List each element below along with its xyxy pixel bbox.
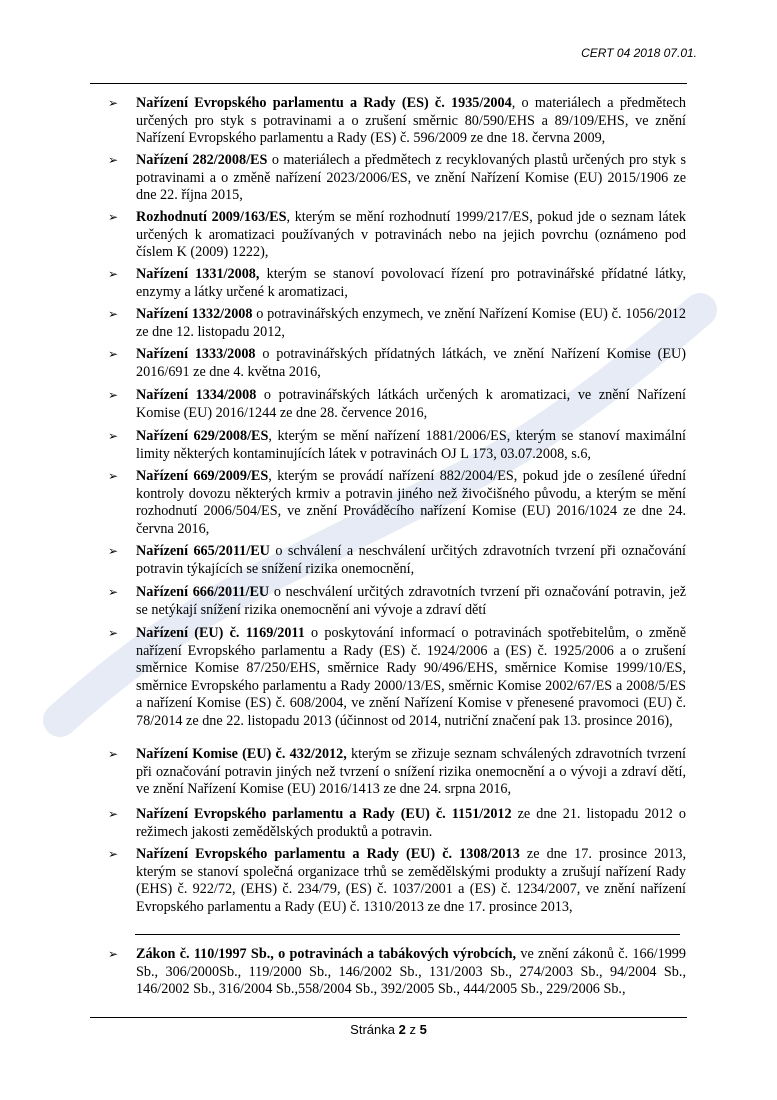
arrow-bullet-icon: ➢ [108,153,119,167]
arrow-bullet-icon: ➢ [108,626,119,640]
arrow-bullet-icon: ➢ [108,267,119,281]
header-rule [90,83,687,84]
arrow-bullet-icon: ➢ [108,388,119,402]
arrow-bullet-icon: ➢ [108,96,119,110]
arrow-bullet-icon: ➢ [108,947,119,961]
arrow-bullet-icon: ➢ [108,585,119,599]
document-code: CERT 04 2018 07.01. [581,46,697,60]
arrow-bullet-icon: ➢ [108,429,119,443]
document-page: CERT 04 2018 07.01. ➢ Nařízení Evropského parlamentu a Rady (ES) č. 1935/2004, o materiálech a předmětech určených pro styk s potravinami a o zrušení směrnic 80/590/EHS a 89/109/EHS, ve znění Nařízení Evropského parlamentu a Rady (ES) č. 596/2009 ze dne 18. června 2009, ➢ Nařízení 282/2008/ES o materiálech a předmětech z recyklovaných plastů určených pro styk s potravinami a o změně nařízení 2023/2006/ES, ve znění Nařízení Komise (EU) 2015/1906 ze dne 22. října 2015, ➢ Rozhodnutí 2009/163/ES, kterým se mění rozhodnutí 1999/217/ES, pokud jde o seznam látek určených k aromatizaci používaných v potravinách nebo na jejich povrchu (oznámeno pod číslem K (2009) 1222), ➢ Nařízení 1331/2008, kterým se stanoví povolovací řízení pro potravinářské přídatné látky, enzymy a látky určené k aromatizaci, ➢ Nařízení 1332/2008 o potravinářských enzymech, ve znění Nařízení Komise (EU) č. 1056/2012 ze dne 12. listopadu 2012, ➢ Nařízení 1333/2008 o potravinářských přídatných látkách, ve znění Nařízení Komise (EU) 2016/691 ze dne 4. května 2016, ➢ Nařízení 1334/2008 o potravinářských látkách určených k aromatizaci, ve znění Nařízení Komise (EU) 2016/1244 ze dne 28. července 2016, ➢ Nařízení 629/2008/ES, kterým se mění nařízení 1881/2006/ES, kterým se stanoví maximální limity některých kontaminujících látek v potravinách OJ L 173, 03.07.2008, s.6, ➢ Nařízení 669/2009/ES, kterým se provádí nařízení 882/2004/ES, pokud jde o zesílené úřední kontroly dovozu některých krmiv a potravin jiného než živočišného původu, a kterým se mění rozhodnutí 2006/504/ES, ve znění Prováděcího nařízení Komise (EU) 2016/1024 ze dne 24. června 2016, ➢ Nařízení 665/2011/EU o schválení a neschválení určitých zdravotních tvrzení při označování potravin týkajících se snížení rizika onemocnění, ➢ Nařízení 666/2011/EU o neschválení určitých zdravotních tvrzení při označování potravin, jež se netýkají snížení rizika onemocnění ani vývoje a zdraví dětí ➢ Nařízení (EU) č. 1169/2011 o poskytování informací o potravinách spotřebitelům, o změně nařízení Evropského parlamentu a Rady (ES) č. 1924/2006 a (ES) č. 1925/2006 a o zrušení směrnice Komise 87/250/EHS, směrnice Rady 90/496/EHS, směrnice Komise 1999/10/ES, směrnice Evropského parlamentu a Rady 2000/13/ES, směrnic Komise 2002/67/ES a 2008/5/ES a nařízení Komise (ES) č. 608/2004, ve znění Nařízení Komise v přenesené pravomoci (EU) č. 78/2014 ze dne 22. listopadu 2013 (účinnost od 2014, nutriční značení pak 13. prosince 2016), ➢ Nařízení Komise (EU) č. 432/2012, kterým se zřizuje seznam schválených zdravotních tvrzení při označování potravin jiných než tvrzení o snížení rizika onemocnění a o vývoji a zdraví dětí, ve znění Nařízení Komise (EU) 2016/1413 ze dne 24. srpna 2016, ➢ Nařízení Evropského parlamentu a Rady (EU) č. 1151/2012 ze dne 21. listopadu 2012 o režimech jakosti zemědělských produktů a potravin. ➢ Nařízení Evropského parlamentu a Rady (EU) č. 1308/2013 ze dne 17. prosince 2013, kterým se stanoví společná organizace trhů se zemědělskými produkty a zrušují nařízení Rady (EHS) č. 922/72, (EHS) č. 234/79, (ES) č. 1037/2001 a (ES) č. 1234/2007, ve znění nařízení Evropského parlamentu a Rady (EU) č. 1310/2013 ze dne 17. prosince 2013, ➢ Zákon č. 110/1997 Sb., o potravinách a tabákových výrobcích, ve znění zákonů č. 166/1999 Sb., 306/2000Sb., 119/2000 Sb., 146/2002 Sb., 131/2003 Sb., 274/2003 Sb., 94/2004 Sb., 146/2002 Sb., 316/2004 Sb.,558/2004 Sb., 392/2005 Sb., 444/2005 Sb., 229/2006 Sb., Stránka 2 z 5 [0,0,777,1100]
arrow-bullet-icon: ➢ [108,347,119,361]
arrow-bullet-icon: ➢ [108,210,119,224]
arrow-bullet-icon: ➢ [108,544,119,558]
section-divider [135,934,680,935]
arrow-bullet-icon: ➢ [108,847,119,861]
page-number: Stránka 2 z 5 [350,1022,427,1037]
footer-rule [90,1017,687,1018]
arrow-bullet-icon: ➢ [108,469,119,483]
arrow-bullet-icon: ➢ [108,307,119,321]
arrow-bullet-icon: ➢ [108,747,119,761]
arrow-bullet-icon: ➢ [108,807,119,821]
